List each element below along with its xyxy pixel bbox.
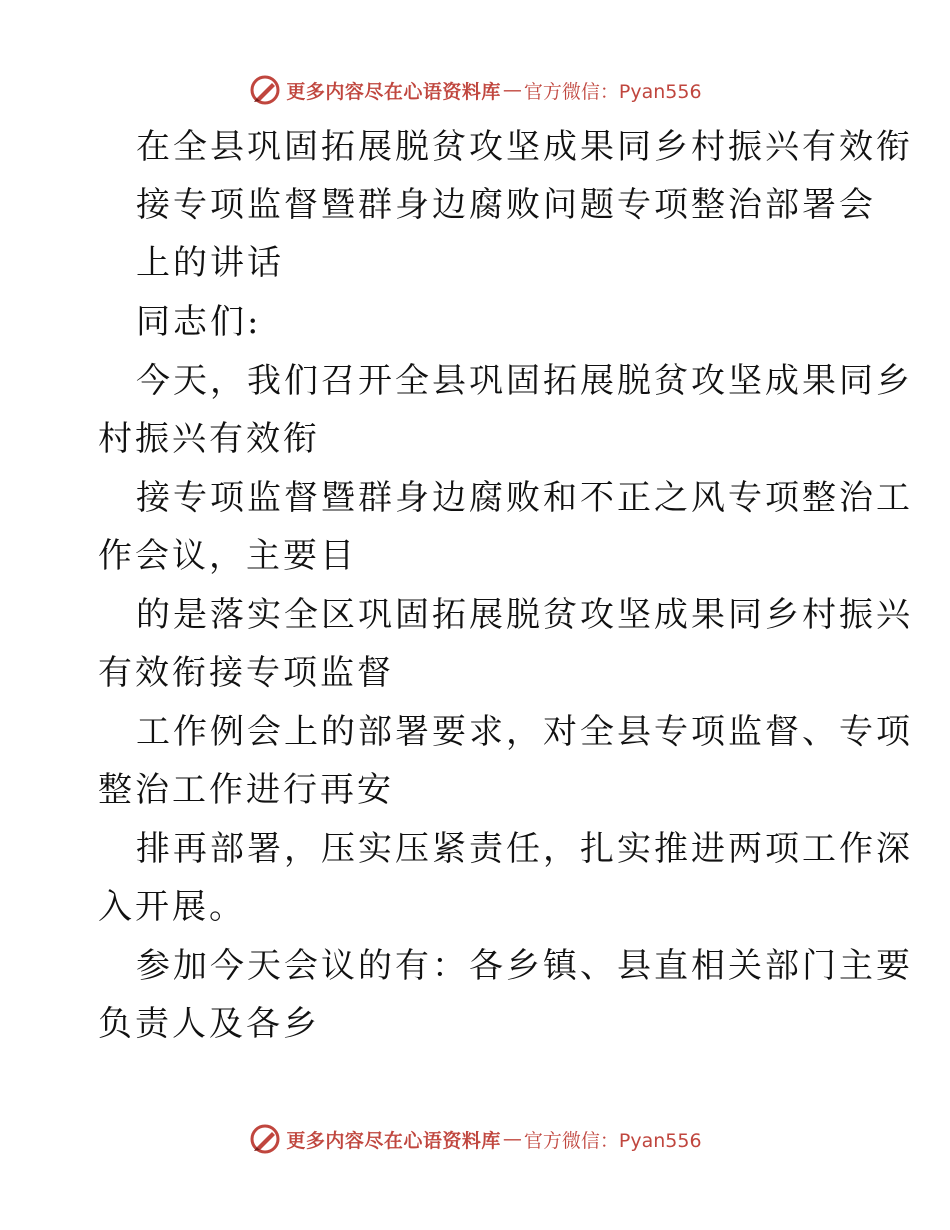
paragraph-line: 参加今天会议的有：各乡镇、县直相关部门主要 xyxy=(136,946,913,986)
paragraph-line: 接专项监督暨群身边腐败和不正之风专项整治工 xyxy=(136,478,913,518)
banner-wechat-text: 官方微信：Pyan556 xyxy=(523,80,702,103)
header-watermark-banner xyxy=(0,70,950,110)
salutation: 同志们: xyxy=(136,302,262,342)
paragraph-line: 有效衔接专项监督 xyxy=(98,653,394,693)
paragraph-line: 今天，我们召开全县巩固拓展脱贫攻坚成果同乡 xyxy=(136,361,913,401)
paragraph-line: 整治工作进行再安 xyxy=(98,770,394,810)
banner-main-text: 更多内容尽在心语资料库 xyxy=(286,80,501,103)
banner-main-text: 更多内容尽在心语资料库 xyxy=(286,1129,501,1152)
title-line-2: 接专项监督暨群身边腐败问题专项整治部署会 xyxy=(136,185,876,225)
banner-separator: — xyxy=(502,79,522,101)
title-line-3: 上的讲话 xyxy=(136,243,284,283)
title-line-1: 在全县巩固拓展脱贫攻坚成果同乡村振兴有效衔 xyxy=(136,127,913,167)
pen-logo-icon xyxy=(248,73,282,107)
paragraph-line: 的是落实全区巩固拓展脱贫攻坚成果同乡村振兴 xyxy=(136,595,913,635)
paragraph-line: 村振兴有效衔 xyxy=(98,419,320,459)
paragraph-line: 作会议，主要目 xyxy=(98,536,357,576)
paragraph-line: 排再部署，压实压紧责任，扎实推进两项工作深 xyxy=(136,829,913,869)
paragraph-line: 负责人及各乡 xyxy=(98,1004,320,1044)
pen-logo-icon xyxy=(248,1122,282,1156)
paragraph-line: 入开展。 xyxy=(98,887,246,927)
banner-separator: — xyxy=(502,1128,522,1150)
footer-watermark-banner xyxy=(0,1119,950,1159)
banner-wechat-text: 官方微信：Pyan556 xyxy=(523,1129,702,1152)
paragraph-line: 工作例会上的部署要求，对全县专项监督、专项 xyxy=(136,712,913,752)
